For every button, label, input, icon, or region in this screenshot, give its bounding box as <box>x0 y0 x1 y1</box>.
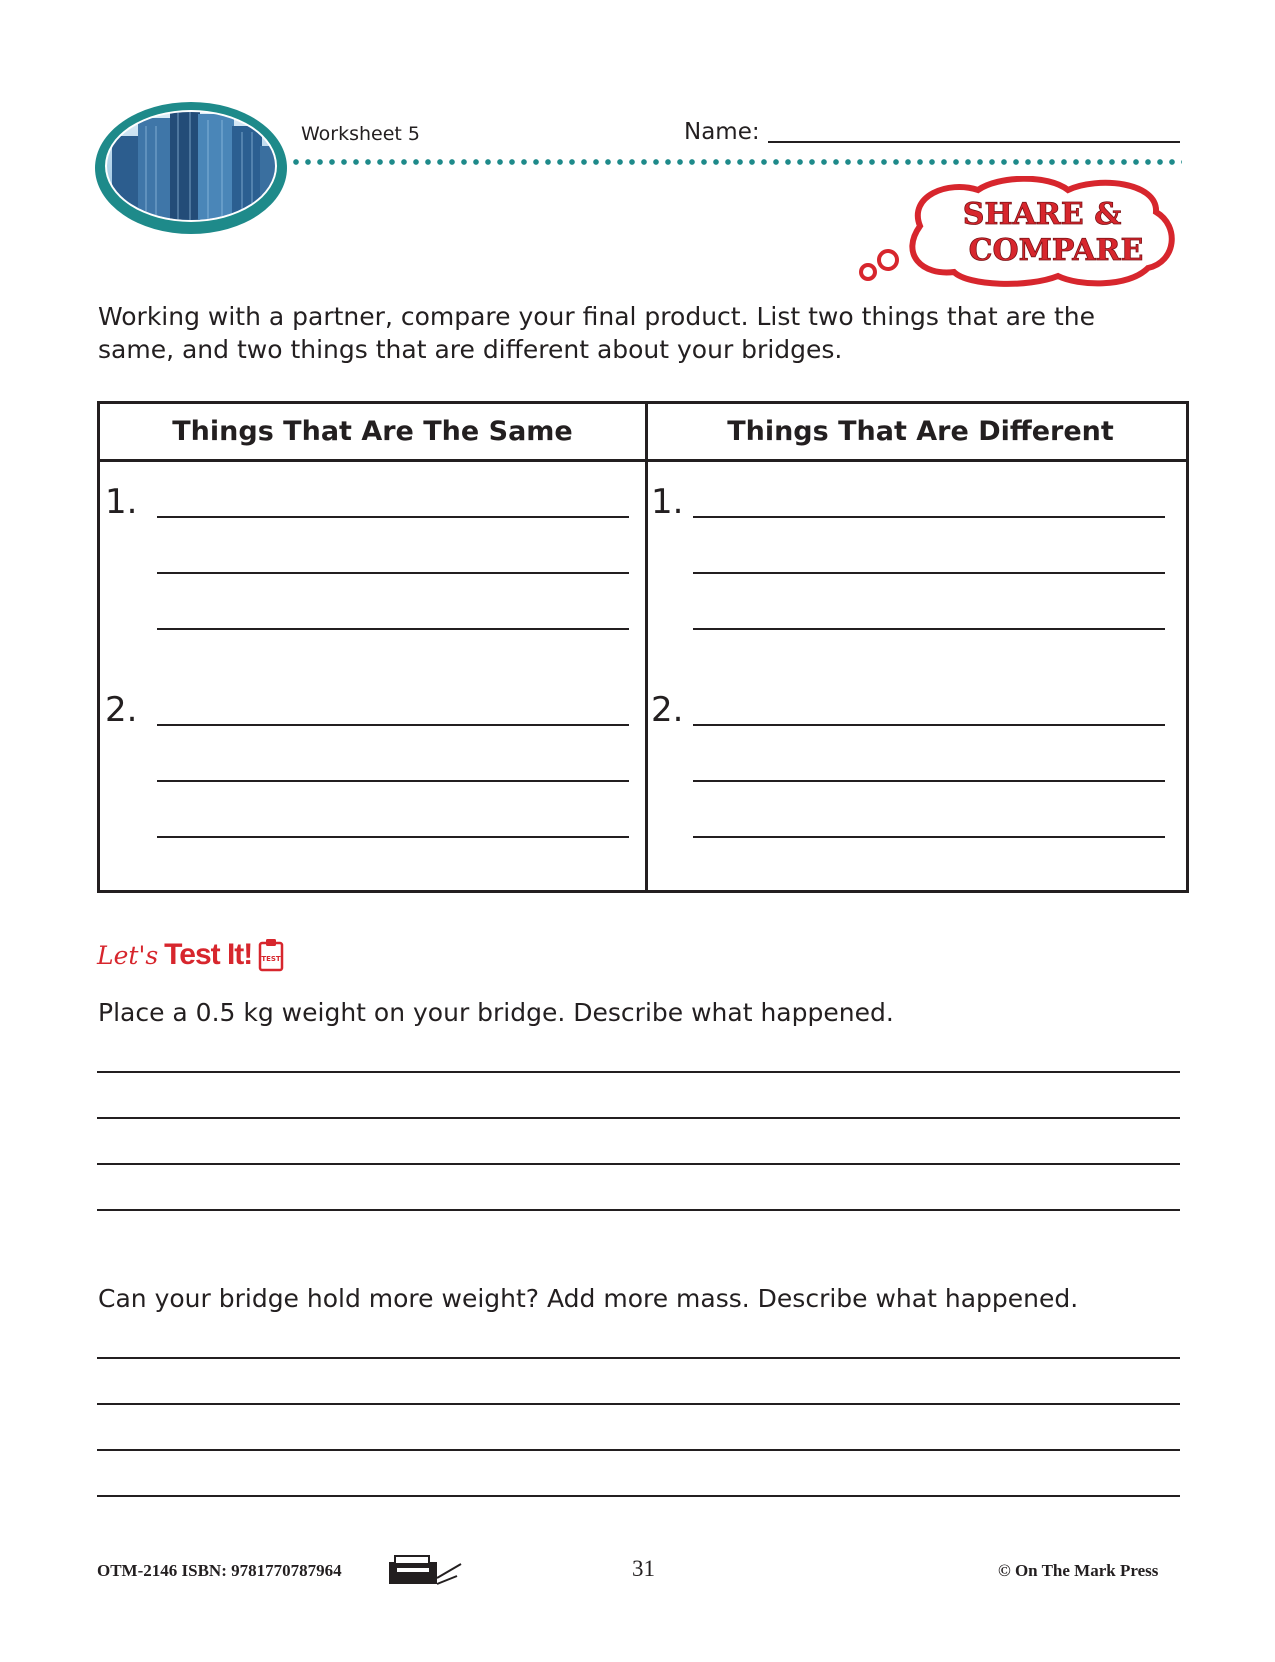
item-number-1: 1. <box>651 482 684 522</box>
answer-line[interactable] <box>97 1071 1180 1073</box>
instructions: Working with a partner, compare your final product. List two things that are the same, and two things that are different about your bridges. <box>98 302 1096 364</box>
answer-line[interactable] <box>693 836 1165 838</box>
question-1: Place a 0.5 kg weight on your bridge. Describe what happened. <box>98 998 894 1027</box>
answer-line[interactable] <box>157 836 629 838</box>
answer-line[interactable] <box>97 1449 1180 1451</box>
item-number-2: 2. <box>105 690 138 730</box>
compare-table <box>97 401 1189 893</box>
column-divider <box>645 404 648 890</box>
product-code: OTM-2146 ISBN: 9781770787964 <box>97 1561 342 1580</box>
badge-line2: COMPARE <box>968 233 1144 268</box>
lets-test-it-heading <box>97 935 284 975</box>
answer-line[interactable] <box>157 780 629 782</box>
share-compare-badge <box>858 176 1188 288</box>
item-number-2: 2. <box>651 690 684 730</box>
answer-line[interactable] <box>97 1163 1180 1165</box>
name-field[interactable] <box>768 141 1180 143</box>
test-it-label: Test It! <box>164 938 253 971</box>
answer-line[interactable] <box>97 1209 1180 1211</box>
clipboard-icon <box>258 938 284 972</box>
question-2: Can your bridge hold more weight? Add more mass. Describe what happened. <box>98 1284 1079 1313</box>
column-header-different: Things That Are Different <box>727 416 1114 447</box>
dotted-divider <box>290 158 1182 166</box>
skyscraper-logo <box>94 96 288 236</box>
answer-line[interactable] <box>693 516 1165 518</box>
page-number: 31 <box>632 1556 655 1581</box>
answer-line[interactable] <box>97 1117 1180 1119</box>
answer-line[interactable] <box>97 1403 1180 1405</box>
header-divider <box>100 459 1186 462</box>
answer-line[interactable] <box>157 628 629 630</box>
answer-line[interactable] <box>97 1495 1180 1497</box>
answer-line[interactable] <box>693 724 1165 726</box>
answer-line[interactable] <box>693 780 1165 782</box>
answer-line[interactable] <box>693 628 1165 630</box>
answer-line[interactable] <box>157 516 629 518</box>
copyright: © On The Mark Press <box>998 1561 1159 1580</box>
answer-line[interactable] <box>97 1357 1180 1359</box>
worksheet-label: Worksheet 5 <box>301 123 421 145</box>
lets-label: Let's <box>97 940 159 970</box>
answer-line[interactable] <box>157 572 629 574</box>
clipboard-icon-text: TEST <box>261 955 281 963</box>
printer-icon <box>387 1552 463 1586</box>
column-header-same: Things That Are The Same <box>172 416 573 447</box>
answer-line[interactable] <box>157 724 629 726</box>
name-label: Name: <box>684 119 760 145</box>
item-number-1: 1. <box>105 482 138 522</box>
answer-line[interactable] <box>693 572 1165 574</box>
badge-line1: SHARE & <box>962 197 1122 232</box>
